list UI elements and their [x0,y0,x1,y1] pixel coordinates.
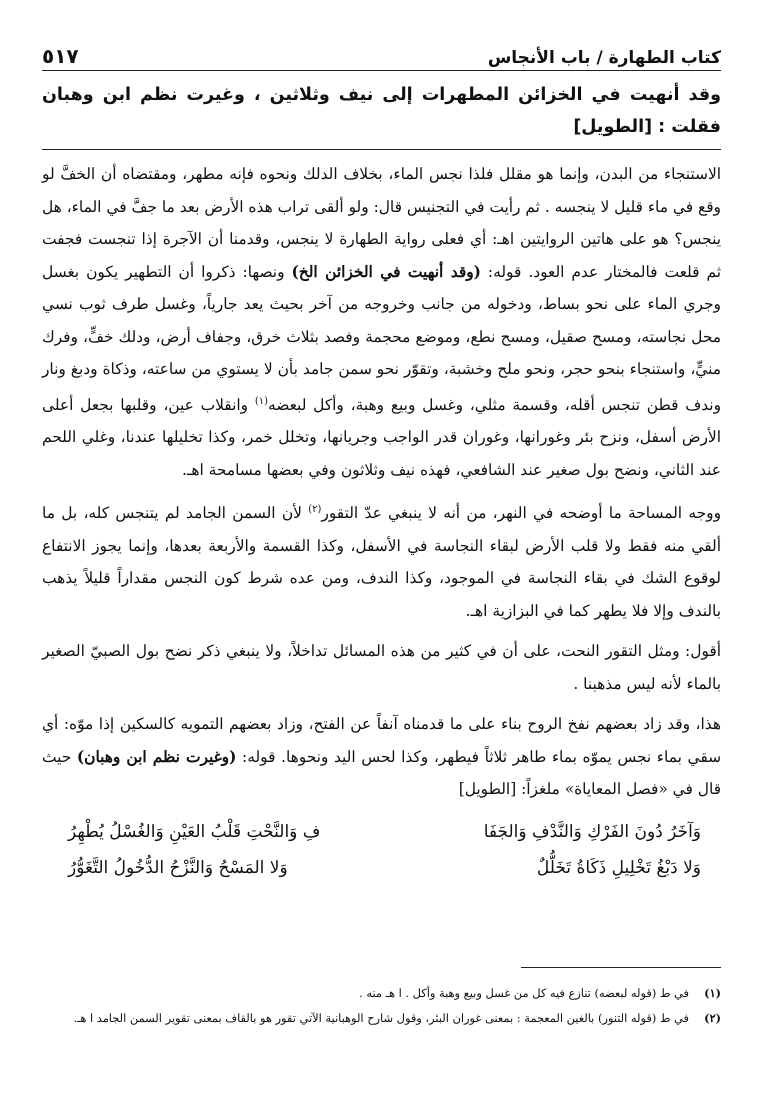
footnote [42,982,721,1004]
commentary-paragraph [42,494,721,627]
footnotes [42,982,721,1032]
poem-first-hemistich: وَلا دَبْغُ تَخْلِيلِ ذَكَاةُ تَخَلُّلٌ [536,857,701,878]
footnote-text: في ط (قوله التنور) بالغين المعجمة : بمعنى غوران البئر، وقول شارح الوهبانية الآتي تقور هو بالقاف بمعنى تقوير السمن الجامد ا هـ. [73,1011,689,1025]
footnote-text: في ط (قوله لبعضه) تنازع فيه كل من غسل وبيع وهبة وأكل . ا هـ منه . [359,986,689,1000]
commentary-text: ونصها: ذكروا أن التطهير يكون بغسل وجري الماء على نحو بساط، ودخوله من جانب وخروجه من آخر بحيث يعد جارياً، وغسل طرف ثوب نسي محل نجاسته، ومسح صقيل، ومسح نطع، وموضع محجمة وفصد بثلاث خرق، وجفاف أرض، ودلك خفٍّ، وفرك منيٍّ، واستنجاء بنحو حجر، ونحو ملح وخشبة، وتقوّر نحو سمن جامد بأن لا يستوي من ساعته، وذكاة ودبغ ونار وندف قطن تنجس أقله، وقسمة مثلي، وغسل وبيع وهبة، وأكل لبعضه [42,262,722,414]
page-number: ٥١٧ [42,44,79,68]
footnote-number: (١) [704,986,721,1000]
commentary-body [42,158,721,886]
commentary-text: وانقلاب عين، وقلبها بجعل أعلى الأرض أسفل، ونزح بئر وغورانها، وغوران قدر الواجب وجريانها، وتخلل خمر، وكذا تخليلها عندنا، وغلي اللحم عند الثاني، ونضح بول صغير عند الشافعي، فهذه نيف وثلاثون وفي بعضها مسامحة اهـ. [42,395,721,479]
quoted-lemma: (وغيرت نظم ابن وهبان) [76,747,237,766]
commentary-paragraph [42,708,721,806]
running-header [42,28,721,71]
commentary-text: الاستنجاء من البدن، وإنما هو مقلل فلذا نجس الماء، بخلاف الدلك ونحوه فإنه مطهر، ومقتضاه أن الخفَّ لو وقع في ماء قليل لا ينجسه . ثم رأيت في التجنيس قال: ولو ألقى تراب هذه الأرض بعد ما جفَّ في الماء، هل ينجس؟ هو على هاتين الروايتين اهـ: أي فعلى رواية الطهارة لا ينجس، وقدمنا أن الآجرة إذا تنجست فجفت ثم قلعت فالمختار عدم العود. قوله: [42,165,721,281]
running-title: كتاب الطهارة / باب الأنجاس [487,48,721,68]
poem-verse [42,814,721,850]
poem-second-hemistich: وَلا المَسْحُ وَالنَّزْحُ الدُّخُولُ التَّغَوُّرُ [68,857,288,878]
poem-verse [42,850,721,886]
commentary-paragraph [42,635,721,700]
commentary-text: أقول: ومثل التقور النحت، على أن في كثير من هذه المسائل تداخلاً، ولا ينبغي ذكر نضح بول الصبيّ الصغير بالماء لأنه ليس مذهبنا . [42,642,721,693]
poem-second-hemistich: فِ وَالنَّحْتِ قَلْبُ العَيْنِ وَالغُسْلُ يُطْهِرُ [68,821,321,842]
commentary-text: حيث قال في «فصل المعاياة» ملغزاً: [الطويل] [42,747,721,799]
poem-verses [42,814,721,886]
footnote-separator [521,967,721,968]
commentary-text: هذا، وقد زاد بعضهم نفخ الروح بناء على ما قدمناه آنفاً عن الفتح، وزاد بعضهم التمويه كالسكين إذا موّه: أي سقي بماء نجس يموّه بماء طاهر ثلاثاً فيطهر، وكذا لحس اليد ونحوها. قوله: [42,715,722,766]
footnote [42,1007,721,1029]
footnote-marker: (٢) [308,504,322,516]
commentary-text: لأن السمن الجامد لم يتنجس كله، بل ما ألقي منه فقط ولا قلب الأرض لبقاء النجاسة في الأسفل، وكذا القسمة والأربعة بعدها، وإنما يجوز الانتفاع لوقوع الشك في بقاء النجاسة في الموجود، وكذا الندف، ومن عده شرط كون النجس مقداراً قليلاً يذهب بالندف وإلا فلا يطهر كما في البزازية اهـ. [42,504,721,620]
commentary-text: ووجه المساحة ما أوضحه في النهر، من أنه لا ينبغي عدّ التقور [321,504,721,523]
poem-first-hemistich: وَآخَرُ دُونَ الفَرْكِ وَالنَّدْفِ وَالجَفَا [483,821,701,842]
commentary-paragraph [42,158,721,486]
footnote-number: (٢) [704,1011,721,1025]
footnote-marker: (١) [254,395,269,407]
quoted-lemma: (وقد أنهيت في الخزائن الخ) [291,262,481,281]
matn-text: وقد أنهيت في الخزائن المطهرات إلى نيف وثلاثين ، وغيرت نظم ابن وهبان فقلت : [الطويل] [42,79,721,150]
